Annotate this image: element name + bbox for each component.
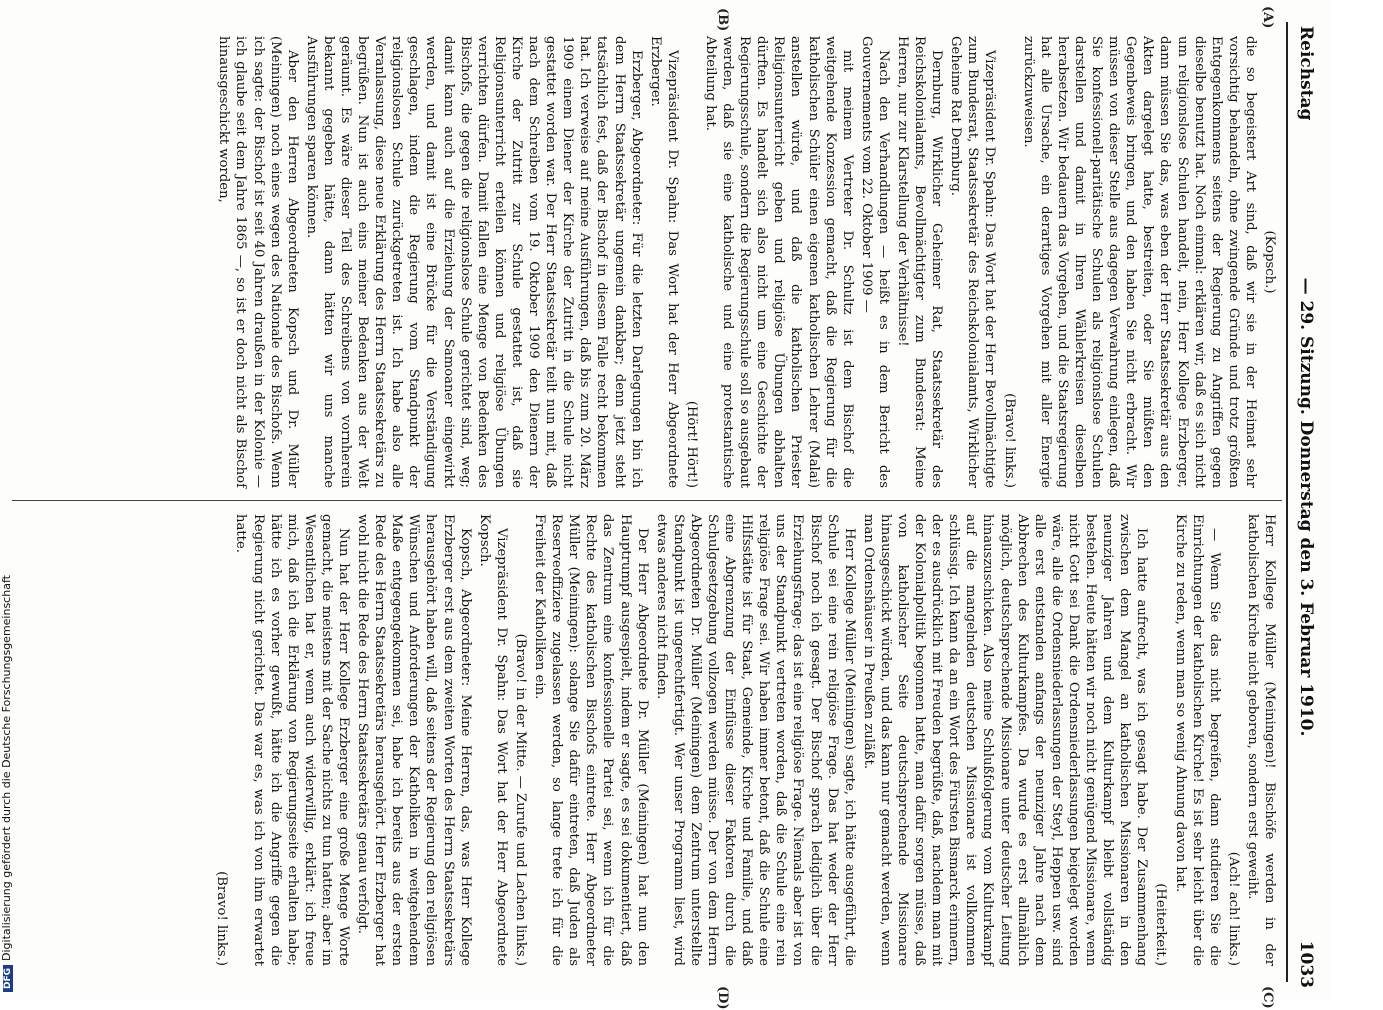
left-column-paragraph: die so begeistert Art sind, daß wir sie in der Heimat sehr vorsichtig behandeln, ohne zwingende Gründe und trotz größten Entgegenkommens seitens der Regierung zu Angriffen gegen dieselbe benutzt hat. Noch einmal: erklären wir, daß es sich nicht um religionslose Schulen handelt, nein, Herr Kollege Erzberger, dann müssen Sie das, was eben der Herr Staatssekretär aus den Akten dargelegt hatte, bestreiten, oder Sie müßten den Gegenbeweis bringen, und den haben Sie nicht erbracht. Wir müssen von dieser Stelle aus dagegen Verwahrung einlegen, daß Sie konfessionell-paritätische Schulen als religionslose Schulen darstellen und damit in Ihren Wählerkreisen dieselben herabsetzen. Wir bedauern das Vorgehen, und die Staatsregierung hat alle Ursache, ein derartiges Vorgehen mit aller Energie zurückzuweisen. bbox=[1020, 36, 1258, 488]
text-column-left bbox=[213, 36, 1278, 488]
page-header bbox=[1290, 26, 1316, 988]
right-column-paragraph: (Bravo! in der Mitte. — Zurufe und Lachen links.) bbox=[512, 633, 528, 966]
margin-mark-d: (D) bbox=[715, 986, 730, 1010]
margin-mark-c: (C) bbox=[1260, 986, 1275, 1009]
header-session: — 29. Sitzung. Donnerstag den 3. Februar 1910. bbox=[1296, 277, 1316, 737]
credit-text: Digitalisierung gefördert durch die Deutsche Forschungsgemeinschaft bbox=[0, 575, 13, 961]
left-column-paragraph: mit meinem Vertreter Dr. Schultz ist dem Bischof die weitgehende Konzession gemacht, daß die Regierung für die katholischen Schüler einen eigenen katholischen Lehrer (Malai) anstellen würde, und daß die katholischen Priester Religionsunterricht geben und religiöse Übungen abhalten dürften. Es handelt sich also nicht um eine Geschichte der Regierungsschule, sondern die Regierungsschule soll so ausgebaut werden, daß sie eine katholische und eine protestantische Abteilung hat. bbox=[703, 36, 855, 488]
digitization-credit bbox=[0, 0, 18, 1000]
right-column-paragraph: — Wenn Sie das nicht begreifen, dann studieren Sie die Einrichtungen der katholischen Kirche! Es ist sehr leicht über die Kirche zu reden, wenn man so wenig Ahnung davon hat. bbox=[1172, 514, 1222, 966]
right-column-paragraph: Der Herr Abgeordnete Dr. Müller (Meiningen) hat nun den Hauptrumpf ausgespielt, indem er sagte, es sei dokumentiert, daß das Zentrum eine konfessionelle Partei sei, wenn ich für die Rechte des katholischen Bischofs eintrete. Herr Abgeordneter Müller (Meiningen): solange Sie dafür eintreten, daß Juden als Reserveoffiziere zugelassen werden, so lange trete ich für die Freiheit der Katholiken ein. bbox=[532, 514, 650, 966]
right-column-paragraph: (Ach! ach! links.) bbox=[1225, 851, 1241, 966]
dfg-logo: DFG bbox=[3, 965, 13, 992]
margin-mark-b: (B) bbox=[715, 8, 730, 32]
text-column-right bbox=[211, 514, 1278, 966]
margin-mark-a: (A) bbox=[1260, 6, 1275, 29]
right-column-paragraph: Kopsch, Abgeordneter: Meine Herren, das, was Herr Kollege Erzberger erst aus dem zweiten Worten des Herrn Staatssekretärs herausgehört haben will, daß seitens der Regierung den religiösen Wünschen und Anforderungen der Katholiken in weitgehendem Maße entgegengekommen sei, habe ich bereits aus der ersten Rede des Herrn Staatssekretärs herausgehört. Herr Erzberger hat wohl nicht die Rede des Herrn Staatssekretärs genau verfolgt. bbox=[355, 514, 473, 966]
header-rule bbox=[1286, 22, 1288, 982]
left-column-paragraph: (Hört! Hört!) bbox=[683, 400, 699, 488]
column-divider bbox=[12, 500, 1282, 501]
right-column-paragraph: Ich hatte aufrecht, was ich gesagt habe. Der Zusammenhang zwischen dem Mangel an katholischen Missionaren in den neunziger Jahren und dem Kulturkampf bleibt vollständig bestehen. Heute hätten wir noch nicht genügend Missionare, wenn nicht Gott sei Dank die Ordensniederlassungen beigelegt worden wäre, alle die Ordensniederlassungen der Steyl, Heppen usw. sind alle erst entstanden anfangs der neunziger Jahre nach dem Abbrechen des Kulturkampfes. Da wurde es erst allmählich möglich, deutschsprechende Missionare unter deutscher Leitung hinauszuschicken. Also meine Schlußfolgerung vom Kulturkampf auf die mangelnden deutschen Missionare ist vollkommen schlüssig. Ich kann da an ein Wort des Fürsten Bismarck erinnern, der es ausdrücklich mit Freuden begrüßte, daß, nachdem man mit der Kolonialpolitik begonnen hatte, man dafür sorgen müsse, daß von katholischer Seite deutschsprechende Missionare hinausgeschickt würden, und das kann nur gemacht werden, wenn man Ordenshäuser in Preußen zuläßt. bbox=[860, 514, 1150, 966]
left-column-paragraph: Vizepräsident Dr. Spahn: Das Wort hat der Herr Bevollmächtigte zum Bundesrat, Staatssekretär des Reichskolonialamts, Wirklicher Geheime Rat Dernburg. bbox=[948, 36, 998, 488]
right-column-paragraph: Herr Kollege Müller (Meiningen) sagte, ich hätte ausgeführt, die Schule sei eine rein religiöse Frage. Das hat weder der Herr Bischof noch ich gesagt. Der Bischof sprach lediglich über die Erziehungsfrage; das ist eine religiöse Frage. Niemals aber ist von uns der Standpunkt vertreten worden, daß die Schule eine rein religiöse Frage sei. Wir haben immer betont, daß die Schule eine Hilfsstätte ist für Staat, Gemeinde, Kirche und Familie, und daß eine Abgrenzung der Einflüsse dieser Faktoren durch die Schulgesetzgebung vollzogen werden müsse. Der von dem Herrn Abgeordneten Dr. Müller (Meiningen) dem Zentrum unterstellte Standpunkt ist ungerechtfertigt. Wer unser Programm liest, wird etwas anderes nicht finden. bbox=[653, 514, 857, 966]
right-column-paragraph: Nun hat der Herr Kollege Erzberger eine große Menge Worte gemacht, die meistens mit der Sache nichts zu tun hatten; aber im Wesentlichen hat er, wenn auch widerwillig, erklärt: ich freue mich, daß ich die Erklärung von Regierungsseite erhalten habe; hätte ich es vorher gewußt, hätte ich die Angriffe gegen die Regierung nicht gerichtet. Das war es, was ich von ihm erwartet hatte. bbox=[233, 514, 352, 966]
header-title: Reichstag bbox=[1296, 26, 1316, 121]
left-column-paragraph: Vizepräsident Dr. Spahn: Das Wort hat der Herr Abgeordnete Erzberger. bbox=[647, 36, 680, 488]
left-column-paragraph: Erzberger, Abgeordneter: Für die letzten Darlegungen bin ich dem Herrn Staatssekretär ungemein dankbar; denn jetzt steht tatsächlich fest, daß der Bischof in diesem Falle recht bekommen hat. Ich verweise auf meine Ausführungen, daß bis zum 20. März 1909 einem Diener der Kirche der Zutritt in die Schule nicht gestattet worden war. Der Herr Staatssekretär teilt nun mit, daß nach dem Schreiben vom 19. Oktober 1909 den Dienern der Kirche der Zutritt zur Schule gestattet ist, daß sie Religionsunterricht erteilen können und religiöse Übungen verrichten dürfen. Damit fallen eine Menge von Bedenken des Bischofs, die gegen die religionslose Schule gerichtet sind, weg; damit kann auch auf die Erziehung der Samoaner eingewirkt werden, und damit ist eine Brücke für die Verständigung geschlagen, indem die Regierung vom Standpunkt der religionslosen Schule zurückgetreten ist. Ich habe also alle Veranlassung, diese neue Erklärung des Herrn Staatssekretärs zu begrüßen. Nun ist auch eins meiner Bedenken aus der Welt geräumt. Es wäre dieser Teil des Schreibens von vornherein bekannt gegeben hätte, dann hätten wir uns manche Ausführungen sparen können. bbox=[303, 36, 644, 488]
right-column-paragraph: Vizepräsident Dr. Spahn: Das Wort hat der Herr Abgeordnete Kopsch. bbox=[476, 514, 509, 966]
right-column-paragraph: Herr Kollege Müller (Meiningen)! Bischöfe werden in der katholischen Kirche nicht geboren, sondern erst geweiht. bbox=[1244, 514, 1277, 966]
page-number: 1033 bbox=[1296, 940, 1316, 988]
left-column-paragraph: Dernburg, Wirklicher Geheimer Rat, Staatssekretär des Reichskolonialamts, Bevollmächtigter zum Bundesrat: Meine Herren, nur zur Klarstellung der Verhältnisse! bbox=[895, 36, 945, 488]
left-column-paragraph: (Bravo! links.) bbox=[1001, 393, 1017, 488]
left-column-paragraph: Nach den Verhandlungen — heißt es in dem Bericht des Gouvernements vom 22. Oktober 1909 — bbox=[858, 36, 891, 488]
left-column-paragraph: (Kopsch.) bbox=[1262, 230, 1277, 294]
right-column-paragraph: (Bravo! links.) bbox=[214, 871, 230, 966]
right-column-paragraph: (Heiterkeit.) bbox=[1153, 883, 1169, 966]
left-column-paragraph: Aber den Herren Abgeordneten Kopsch und Dr. Müller (Meiningen) noch eines wegen des Nationale des Bischofs. Wenn ich sagte: der Bischof ist seit 40 Jahren draußen in der Kolonie — ich glaube seit dem Jahre 1865 —, so ist er doch nicht als Bischof hinausgeschickt worden, bbox=[216, 36, 300, 488]
